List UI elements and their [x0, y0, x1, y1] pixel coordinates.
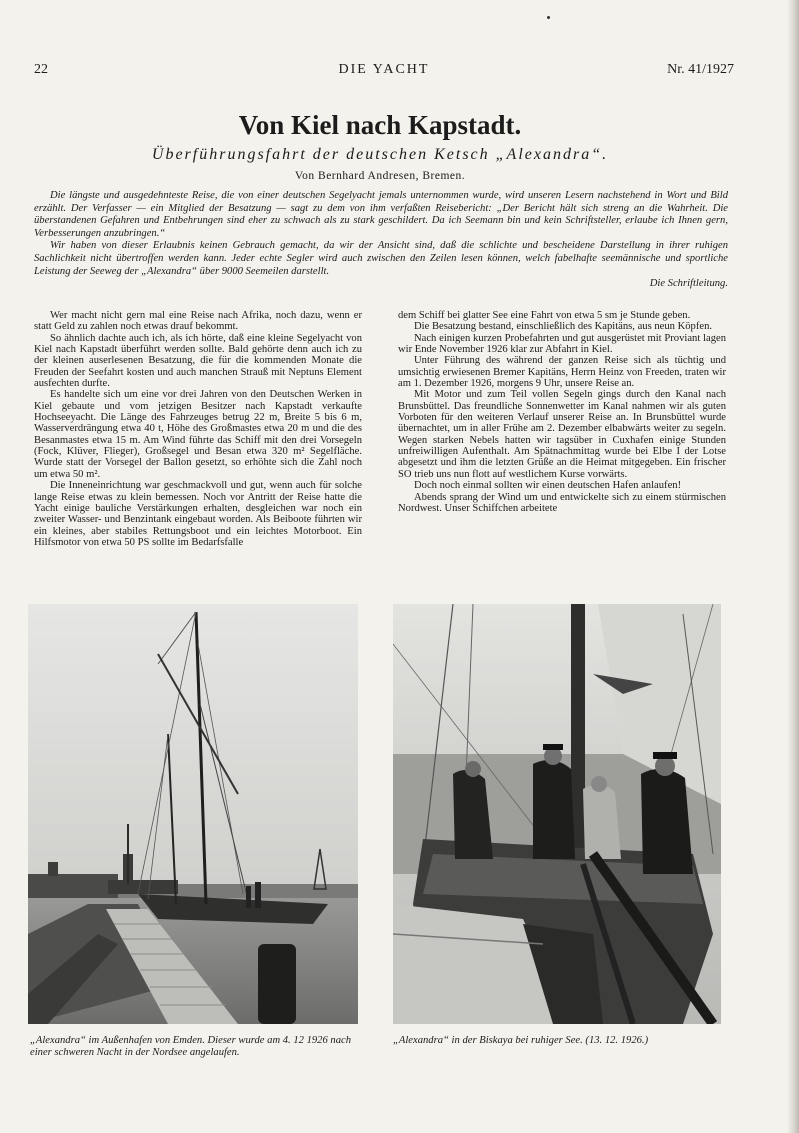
- figure-caption: „Alexandra“ im Außenhafen von Emden. Dieser wurde am 4. 12 1926 nach einer schweren Nacht in der Nordsee angelaufen.: [30, 1035, 352, 1058]
- harbour-photo-illustration: [28, 604, 358, 1024]
- body-paragraph: Nach einigen kurzen Probefahrten und gut ausgerüstet mit Proviant lagen wir Ende November 1926 klar zur Abfahrt in Kiel.: [398, 332, 726, 356]
- body-paragraph: Es handelte sich um eine vor drei Jahren von den Deutschen Werken in Kiel gebaute und vom jetzigen Besitzer nach Kapstadt verkaufte Hochseeyacht. Die Länge des Fahrzeuges betrug 22 m, Breite 5 bis 6 m, Wasserverdrängung etwa 40 t, Höhe des Großmastes etwa 20 m und die des Besanmastes etwa 15 m. Am Wind führte das Schiff mit den drei Vorsegeln (Fock, Klüver, Flieger), Großsegel und Besan etwa 320 m² Segelfläche. Wurde statt der Vorsegel der Ballon gesetzt, so erhöhte sich die Zahl noch um etwa 50 m².: [34, 389, 362, 480]
- deck-photo-illustration: [393, 604, 721, 1024]
- body-paragraph: Doch noch einmal sollten wir einen deutschen Hafen anlaufen!: [414, 480, 682, 492]
- print-speck: [547, 16, 550, 19]
- article-byline: Von Bernhard Andresen, Bremen.: [294, 170, 466, 182]
- intro-paragraph: Die längste und ausgedehnteste Reise, die von einer deutschen Segelyacht jemals unternommen wurde, wird unseren Lesern nachstehend in Wort und Bild erzählt. Der Verfasser — ein Mitglied der Besatzung — sagt zu dem von ihm verfaßten Reisebericht: „Der Bericht hält sich streng an die Wahrheit. Die überstandenen Gefahren und Entbehrungen sind eher zu schwach als zu stark geschildert. Da ich Seemann bin und kein Schriftsteller, erlaube ich Ihnen gern, Verbesserungen anzubringen.“: [34, 190, 728, 239]
- text-column-left: [34, 310, 362, 548]
- editor-signature: Die Schriftleitung.: [649, 278, 728, 290]
- body-paragraph: Mit Motor und zum Teil vollen Segeln gings durch den Kanal nach Brunsbüttel. Das freundliche Sonnenwetter im Kanal nahmen wir als guten Vorboten für den weiteren Verlauf unserer Reise an. In Brunsbüttel wurde übernachtet, um in aller Frühe am 2. Dezember elbabwärts weiter zu segeln. Wegen starken Nebels hatten wir tagsüber in Cuxhafen einige Stunden unfreiwilligen Aufenthalt. Am Spätnachmittag wurde bei Elbe I der Lotse abgesetzt und ihm die letzten Grüße an die Heimat mitgegeben. Ein frischer SO trieb uns nun flott auf westlichem Kurse vorwärts.: [398, 389, 726, 480]
- running-header: [34, 62, 734, 80]
- article-title: Von Kiel nach Kapstadt.: [238, 110, 522, 140]
- body-paragraph-continued: dem Schiff bei glatter See eine Fahrt von etwa 5 sm je Stunde geben.: [398, 310, 691, 321]
- intro-paragraph: Wir haben von dieser Erlaubnis keinen Gebrauch gemacht, da wir der Ansicht sind, daß die schlichte und bescheidene Darstellung in ihrer ruhigen Sachlichkeit nicht übertroffen werden kann. Jeder echte Segler wird auch zwischen den Zeilen lesen können, welch fabelhafte seemännische und sportliche Leistung der Seeweg der „Alexandra“ über 9000 Seemeilen darstellt.: [34, 240, 728, 277]
- figure-caption: „Alexandra“ in der Biskaya bei ruhiger See. (13. 12. 1926.): [393, 1035, 649, 1046]
- body-paragraph: Unter Führung des während der ganzen Reise sich als tüchtig und umsichtig erwiesenen Bremer Kapitäns, Herrn Heinz von Freeden, traten wir am 1. Dezember 1926, morgens 9 Uhr, unsere Reise an.: [398, 355, 726, 390]
- page-number: 22: [34, 62, 48, 77]
- issue-number: Nr. 41/1927: [667, 62, 734, 77]
- body-paragraph: Abends sprang der Wind um und entwickelte sich zu einem stürmischen Nordwest. Unser Schiffchen arbeitete: [398, 491, 726, 514]
- body-paragraph: So ähnlich dachte auch ich, als ich hörte, daß eine kleine Segelyacht von Kiel nach Kapstadt überführt werden sollte. Bald gehörte denn auch ich zu der kleinen auserlesenen Besatzung, die für die kommenden Monate die Freuden der Seefahrt kosten und auch manchen Strauß mit Neptuns Element ausfechten durfte.: [34, 332, 362, 390]
- text-column-right: [398, 310, 726, 514]
- body-paragraph: Die Besatzung bestand, einschließlich des Kapitäns, aus neun Köpfen.: [414, 321, 713, 333]
- page-edge-shadow: [787, 0, 799, 1133]
- magazine-title: DIE YACHT: [338, 62, 430, 77]
- editorial-intro: [34, 190, 728, 291]
- body-paragraph: Wer macht nicht gern mal eine Reise nach Afrika, noch dazu, wenn er statt Geld zu zahlen noch etwas drauf bekommt.: [34, 310, 362, 333]
- photo-harbour-emden: [28, 604, 358, 1024]
- photo-biscay-deck: [393, 604, 721, 1024]
- article-subtitle: Überführungsfahrt der deutschen Ketsch „Alexandra“.: [151, 146, 609, 163]
- body-paragraph: Die Inneneinrichtung war geschmackvoll und gut, wenn auch für solche lange Reise etwas zu klein bemessen. Noch vor Antritt der Reise hatte die Yacht einige bauliche Verstärkungen erhalten, desgleichen war noch ein zweiter Wasser- und Benzintank eingebaut worden. Als Beiboote führten wir ein kleines, aber stabiles Rettungsboot und ein leichtes Motorboot. Ein Hilfsmotor von etwa 50 PS sollte im Bedarfsfalle: [34, 480, 362, 548]
